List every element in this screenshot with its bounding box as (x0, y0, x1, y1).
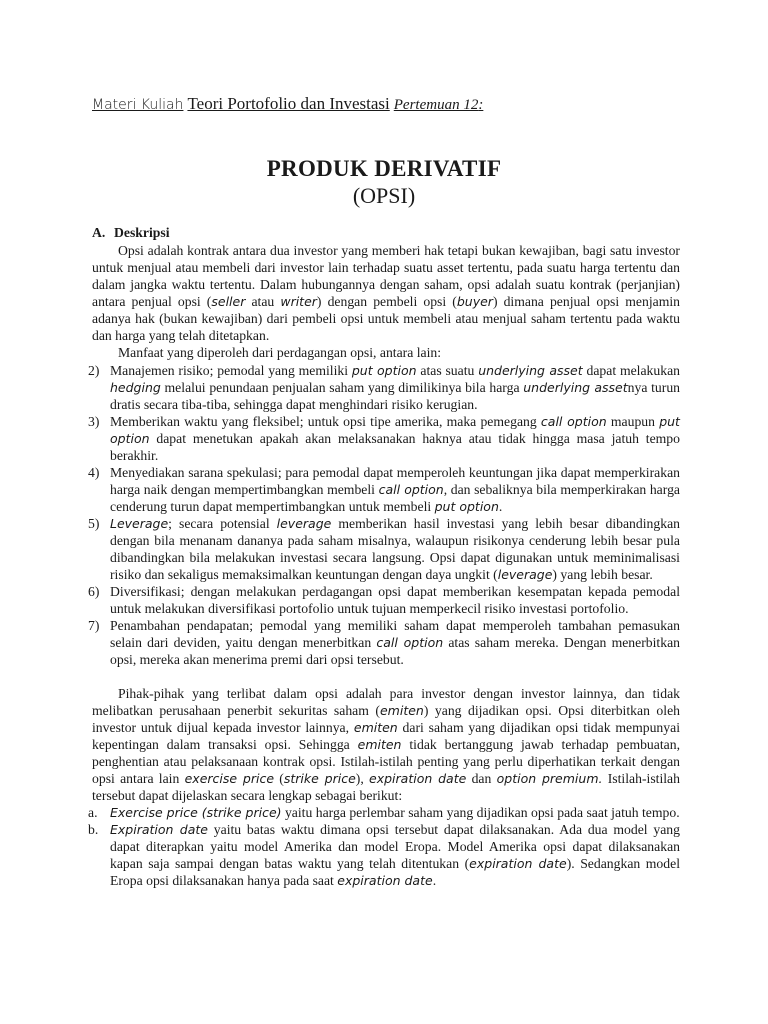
manfaat-item (88, 464, 680, 515)
page-subtitle: (OPSI) (352, 183, 416, 208)
section-letter: A. (92, 225, 106, 240)
text-segment: ) yang dijadikan opsi. Opsi diterbitkan oleh investor untuk dijual kepada investor lainnya, (92, 703, 680, 735)
text-segment: tidak bertanggung jawab terhadap pembuatan, penghentian atau pelaksanaan kontrak opsi. Istilah-istilah penting yang perlu diperhatikan terkait dengan opsi antara lain (92, 737, 680, 786)
text-segment: . (498, 499, 503, 514)
list-marker: a. (88, 805, 98, 820)
text-segment: Manajemen risiko; pemodal yang memiliki (110, 363, 352, 378)
italic-term: leverage (276, 516, 332, 531)
header-pertemuan: Pertemuan 12 (393, 97, 479, 113)
text-segment: Penambahan pendapatan; pemodal yang memiliki saham dapat memperoleh tambahan pemasukan selain dari deviden, yaitu dengan menerbitkan (110, 618, 680, 650)
text-segment: ), (355, 771, 370, 786)
italic-term: call option (376, 635, 444, 650)
text-segment: ). Sedangkan model Eropa opsi dilaksanakan hanya pada saat (110, 856, 681, 888)
italic-term: seller (211, 294, 246, 309)
text-segment: memberikan hasil investasi yang lebih besar dibandingkan dengan bila menanam dananya pada saham misalnya, walaupun risikonya cenderung lebih besar pula dibandingkan bila melakukan investasi secara langsung. Opsi dapat digunakan untuk meminimalisasi risiko dan sekaligus memaksimalkan keuntungan dengan daya ungkit ( (110, 516, 680, 582)
manfaat-intro: Manfaat yang diperoleh dari perdagangan opsi, antara lain: (118, 345, 442, 360)
italic-term: put option (351, 363, 417, 378)
manfaat-item (88, 515, 680, 583)
paragraph-description (92, 242, 680, 344)
italic-term: put option (110, 414, 680, 446)
text-segment: maupun (606, 414, 660, 429)
italic-term: call option (378, 482, 444, 497)
text-segment: . (432, 873, 437, 888)
italic-term: strike price (283, 771, 356, 786)
italic-term: expiration date (369, 771, 467, 786)
page-title: PRODUK DERIVATIF (266, 156, 502, 181)
paragraph-spacer (92, 668, 680, 685)
list-marker: 3) (88, 414, 100, 429)
italic-term: expiration date (469, 856, 567, 871)
italic-term: writer (280, 294, 317, 309)
text-segment: yaitu harga perlembar saham yang dijadikan opsi pada saat jatuh tempo. (281, 805, 680, 820)
header-materi: Materi Kuliah (92, 97, 184, 113)
list-marker: 7) (88, 618, 100, 633)
italic-term: emiten (379, 703, 424, 718)
text-segment: ( (274, 771, 284, 786)
manfaat-item (88, 583, 680, 617)
text-segment: ) dimana penjual opsi menjamin adanya hak (bukan kewajiban) dari pembeli opsi untuk membeli atau menjual saham tertentu pada waktu dan harga yang telah ditetapkan. (92, 294, 680, 343)
italic-term: underlying asset (478, 363, 583, 378)
istilah-item (88, 821, 681, 889)
list-marker: b. (88, 822, 99, 837)
italic-term: leverage (497, 567, 553, 582)
text-segment: Opsi adalah kontrak antara dua investor yang memberi hak tetapi bukan kewajiban, bagi satu investor untuk menjual atau membeli dari investor lain terhadap suatu asset tertentu, pada suatu harga tertentu dan dalam jangka waktu tertentu. Dalam hubungannya dengan saham, opsi adalah suatu kontrak (perjanjian) antara penjual opsi ( (92, 243, 680, 309)
text-segment: melalui penundaan penjualan saham yang dimilikinya bila harga (160, 380, 524, 395)
section-title: Deskripsi (114, 225, 170, 240)
document-body (88, 224, 681, 889)
list-marker: 5) (88, 516, 100, 531)
course-header (92, 94, 692, 115)
header-course: Teori Portofolio dan Investasi (187, 94, 390, 113)
text-segment: dari saham yang dijadikan opsi tidak mempunyai kepentingan dalam transaksi opsi. Sehingga (92, 720, 680, 752)
text-segment: atas suatu (416, 363, 479, 378)
text-segment: yaitu batas waktu dimana opsi tersebut dapat dilaksanakan. Ada dua model yang dapat diterapkan yaitu model Amerika dan model Eropa. Model Amerika opsi dapat dilaksanakan kapan saja sampai dengan batas waktu yang telah ditentukan ( (110, 822, 680, 871)
italic-term: Expiration date (110, 822, 208, 837)
italic-term: Exercise price (strike price) (110, 805, 282, 820)
istilah-list (88, 804, 681, 889)
manfaat-item (88, 362, 681, 413)
text-segment: dapat melakukan (582, 363, 680, 378)
italic-term: expiration date (337, 873, 433, 888)
italic-term: emiten (353, 720, 398, 735)
manfaat-item (88, 617, 680, 668)
italic-term: put option (434, 499, 499, 514)
text-segment: Istilah-istilah tersebut dapat dijelaskan secara lengkap sebagai berikut: (92, 771, 680, 803)
text-segment: dapat menetukan apakah akan melaksanakan haknya atau tidak hingga masa jatuh tempo berakhir. (110, 431, 680, 463)
italic-term: hedging (110, 380, 161, 395)
text-segment: ; secara potensial (168, 516, 277, 531)
text-segment: ) yang lebih besar. (552, 567, 653, 582)
list-marker: 2) (88, 363, 100, 378)
italic-term: option premium. (496, 771, 603, 786)
text-segment: dan (466, 771, 497, 786)
italic-term: Leverage (110, 516, 169, 531)
italic-term: buyer (456, 294, 493, 309)
italic-term: underlying asset (523, 380, 628, 395)
text-segment: Memberikan waktu yang fleksibel; untuk opsi tipe amerika, maka pemegang (110, 414, 541, 429)
text-segment: Diversifikasi; dengan melakukan perdagangan opsi dapat memberikan kesempatan kepada pemodal untuk melakukan diversifikasi portofolio untuk tujuan memperkecil risiko investasi portofolio. (110, 584, 680, 616)
italic-term: exercise price (184, 771, 275, 786)
text-segment: Pihak-pihak yang terlibat dalam opsi adalah para investor dengan investor lainnya, dan tidak melibatkan perusahaan penerbit sekuritas saham ( (92, 686, 680, 718)
manfaat-item (88, 413, 680, 464)
istilah-item (88, 804, 680, 821)
list-marker: 4) (88, 465, 100, 480)
list-marker: 6) (88, 584, 100, 599)
text-segment: nya turun dratis secara tiba-tiba, sehingga dapat menghindari risiko kerugian. (110, 380, 681, 412)
text-segment: ) dengan pembeli opsi ( (316, 294, 457, 309)
italic-term: emiten (357, 737, 402, 752)
text-segment: , dan sebaliknya bila memperkirakan harga cenderung turun dapat mempertimbangkan untuk membeli (110, 482, 680, 514)
paragraph-parties (92, 685, 680, 804)
header-colon: : (478, 97, 484, 113)
text-segment: atau (245, 294, 281, 309)
italic-term: call option (540, 414, 607, 429)
manfaat-list (88, 362, 681, 668)
section-heading (92, 224, 680, 241)
text-segment: atas saham mereka. Dengan menerbitkan opsi, mereka akan menerima premi dari opsi tersebut. (110, 635, 680, 667)
text-segment: Menyediakan sarana spekulasi; para pemodal dapat memperoleh keuntungan jika dapat memperkirakan harga naik dengan mempertimbangkan membeli (110, 465, 680, 497)
